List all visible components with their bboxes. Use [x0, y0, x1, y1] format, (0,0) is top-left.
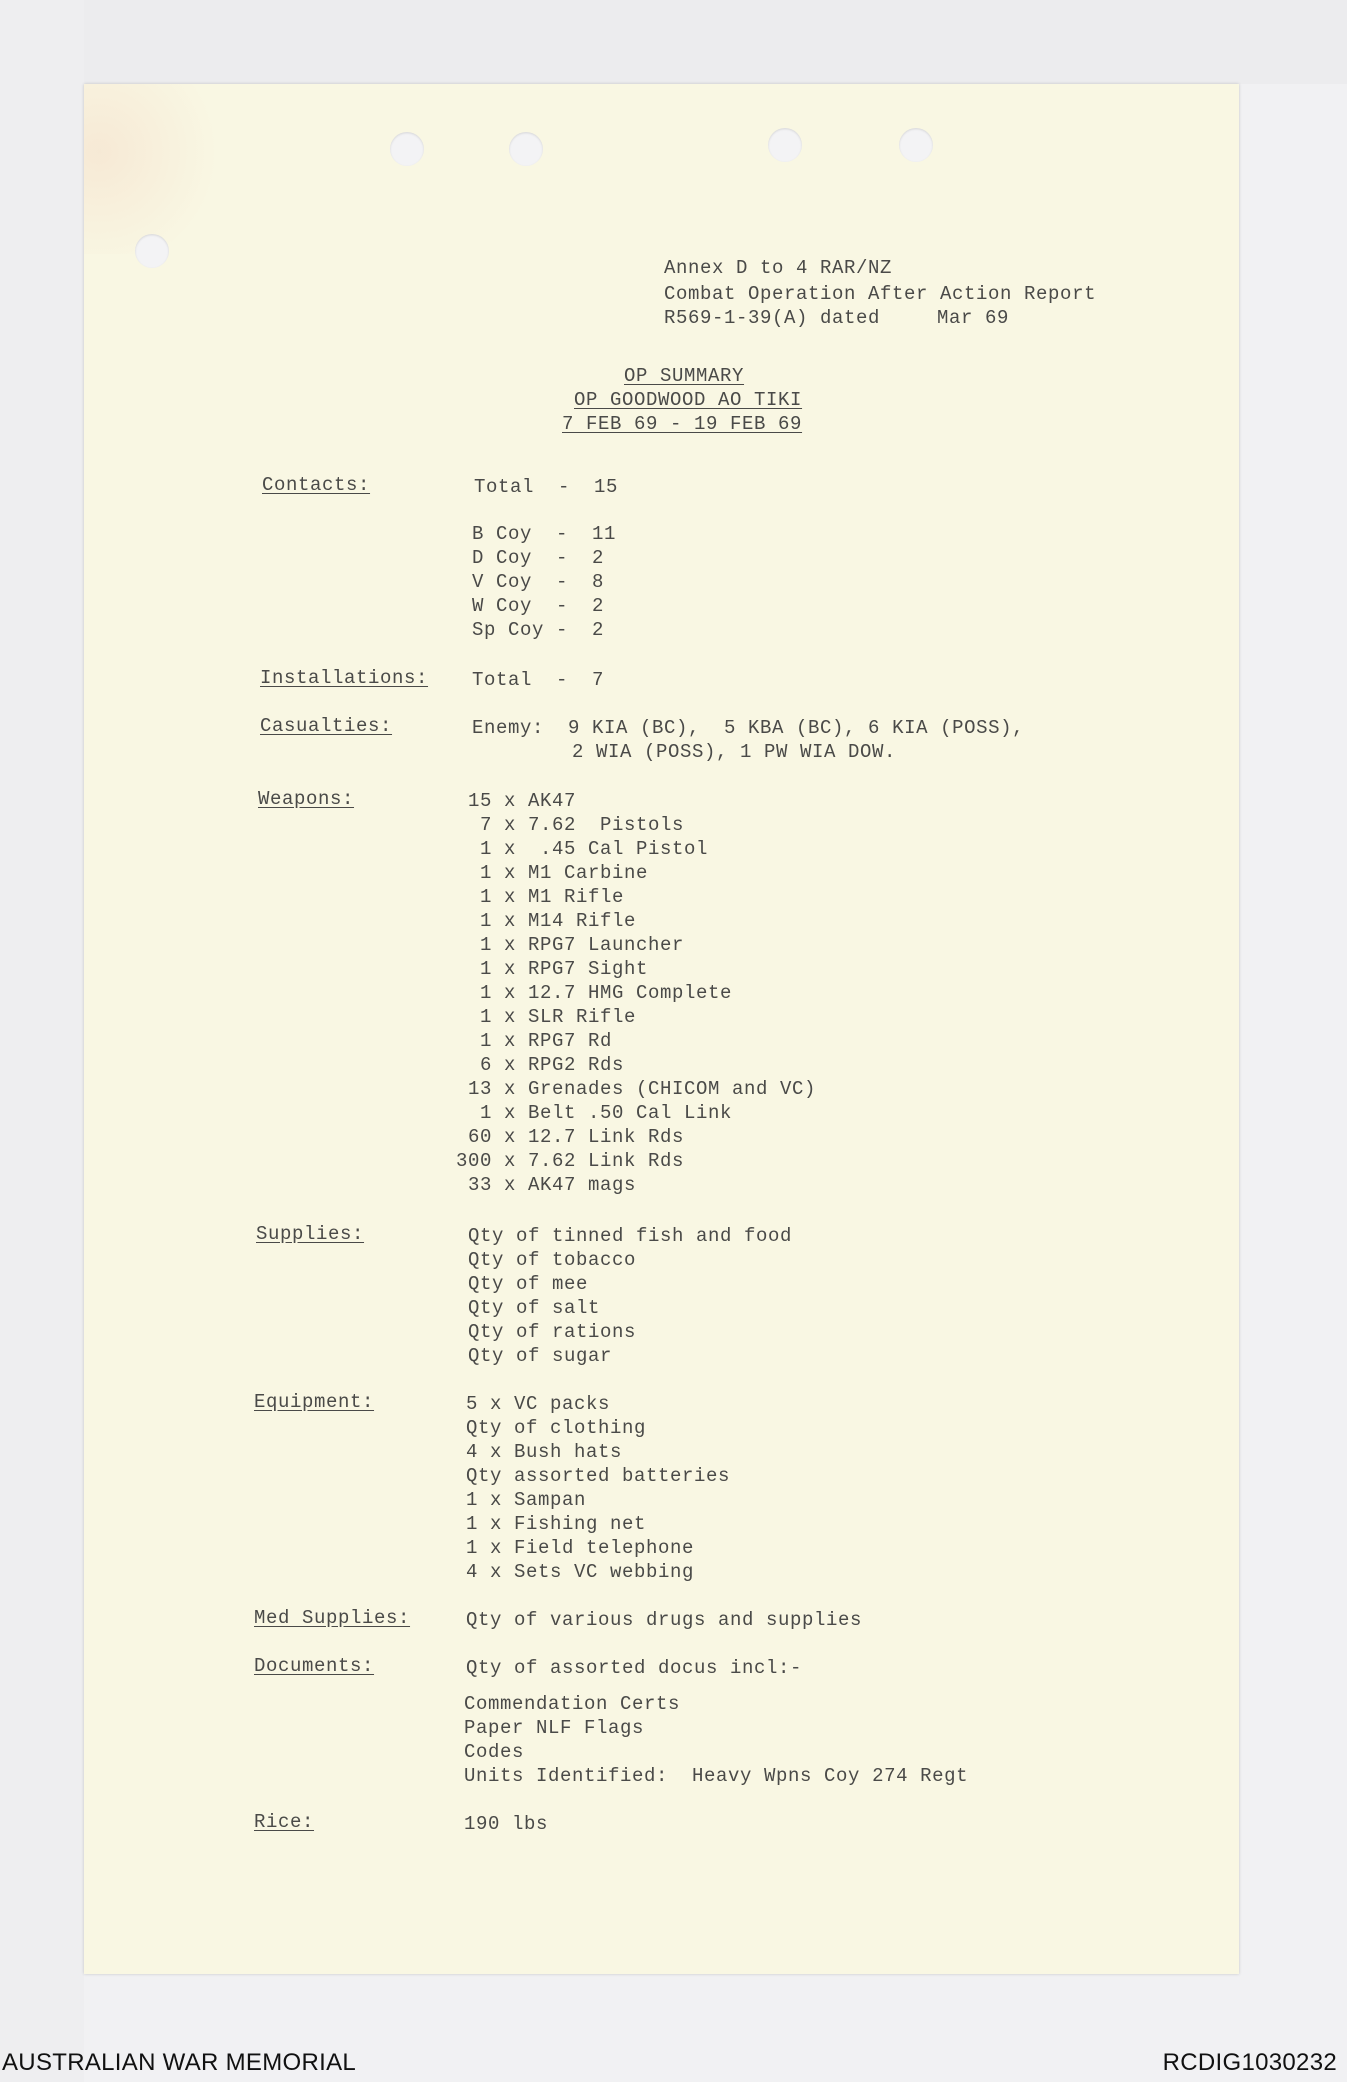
documents-list [464, 1692, 968, 1788]
casualties-label: Casualties: [260, 715, 393, 737]
supply-row: Qty of mee [468, 1273, 589, 1295]
operation-dates: 7 FEB 69 - 19 FEB 69 [562, 413, 803, 435]
supplies-label: Supplies: [256, 1223, 365, 1245]
contacts-total: Total - 15 [474, 476, 619, 498]
documents-intro: Qty of assorted docus incl:- [466, 1657, 803, 1679]
rice-value: 190 lbs [464, 1813, 549, 1835]
equipment-row: Qty of clothing [466, 1417, 647, 1439]
med-supplies-value: Qty of various drugs and supplies [466, 1609, 863, 1631]
equipment-label: Equipment: [254, 1391, 375, 1413]
punch-hole [390, 132, 424, 166]
installations-value: Total - 7 [472, 669, 605, 691]
med-supplies-label: Med Supplies: [254, 1607, 411, 1629]
contact-row: Sp Coy - 2 [472, 619, 605, 641]
supply-row: Qty of tobacco [468, 1249, 637, 1271]
contacts-list [472, 522, 616, 642]
supply-row: Qty of salt [468, 1297, 601, 1319]
equipment-row: 5 x VC packs [466, 1393, 611, 1415]
punch-hole [509, 132, 543, 166]
punch-hole [899, 128, 933, 162]
rice-label: Rice: [254, 1811, 315, 1833]
supply-row: Qty of tinned fish and food [468, 1225, 793, 1247]
weapon-row: 60 x 12.7 Link Rds [456, 1126, 685, 1148]
casualties-line: 2 WIA (POSS), 1 PW WIA DOW. [572, 741, 897, 763]
weapon-row: 1 x Belt .50 Cal Link [456, 1102, 733, 1124]
weapon-row: 1 x RPG7 Launcher [456, 934, 685, 956]
punch-hole [768, 128, 802, 162]
supply-row: Qty of sugar [468, 1345, 613, 1367]
report-date: Mar 69 [937, 307, 1010, 329]
scan-background-left [0, 0, 84, 2082]
paper-stain [84, 84, 234, 254]
weapon-row: 1 x 12.7 HMG Complete [456, 982, 733, 1004]
weapon-row: 33 x AK47 mags [456, 1174, 637, 1196]
weapon-row: 7 x 7.62 Pistols [456, 814, 685, 836]
document-row: Codes [464, 1741, 525, 1763]
contact-row: B Coy - 11 [472, 523, 617, 545]
contact-row: W Coy - 2 [472, 595, 605, 617]
scan-background-top [0, 0, 1347, 84]
weapon-row: 13 x Grenades (CHICOM and VC) [456, 1078, 817, 1100]
equipment-row: Qty assorted batteries [466, 1465, 731, 1487]
weapon-row: 1 x M1 Carbine [456, 862, 649, 884]
report-ref: R569-1-39(A) dated [664, 307, 881, 329]
punch-hole [135, 234, 169, 268]
weapon-row: 6 x RPG2 Rds [456, 1054, 625, 1076]
footer-archive-name: AUSTRALIAN WAR MEMORIAL [2, 2049, 357, 2076]
equipment-row: 4 x Bush hats [466, 1441, 623, 1463]
installations-label: Installations: [260, 667, 429, 689]
weapon-row: 300 x 7.62 Link Rds [456, 1150, 685, 1172]
equipment-row: 1 x Fishing net [466, 1513, 647, 1535]
document-page [84, 84, 1239, 1974]
supply-row: Qty of rations [468, 1321, 637, 1343]
weapon-row: 1 x RPG7 Sight [456, 958, 649, 980]
casualties-line: Enemy: 9 KIA (BC), 5 KBA (BC), 6 KIA (POSS), [472, 717, 1025, 739]
equipment-list [466, 1392, 730, 1584]
weapon-row: 15 x AK47 [456, 790, 577, 812]
weapon-row: 1 x M1 Rifle [456, 886, 625, 908]
equipment-row: 4 x Sets VC webbing [466, 1561, 695, 1583]
contact-row: V Coy - 8 [472, 571, 605, 593]
document-row: Commendation Certs [464, 1693, 681, 1715]
contact-row: D Coy - 2 [472, 547, 605, 569]
equipment-row: 1 x Sampan [466, 1489, 587, 1511]
report-title-line: Combat Operation After Action Report [664, 283, 1097, 305]
weapon-row: 1 x SLR Rifle [456, 1006, 637, 1028]
operation-name: OP GOODWOOD AO TIKI [574, 389, 803, 411]
supplies-list [468, 1224, 792, 1368]
documents-label: Documents: [254, 1655, 375, 1677]
weapon-row: 1 x .45 Cal Pistol [456, 838, 709, 860]
weapons-label: Weapons: [258, 788, 355, 810]
document-row: Paper NLF Flags [464, 1717, 645, 1739]
weapons-list [456, 789, 816, 1197]
weapon-row: 1 x RPG7 Rd [456, 1030, 613, 1052]
footer-record-id: RCDIG1030232 [1162, 2049, 1337, 2076]
contacts-label: Contacts: [262, 474, 371, 496]
summary-title: OP SUMMARY [624, 365, 745, 387]
equipment-row: 1 x Field telephone [466, 1537, 695, 1559]
weapon-row: 1 x M14 Rifle [456, 910, 637, 932]
annex-line: Annex D to 4 RAR/NZ [664, 257, 893, 279]
document-row: Units Identified: Heavy Wpns Coy 274 Regt [464, 1765, 969, 1787]
